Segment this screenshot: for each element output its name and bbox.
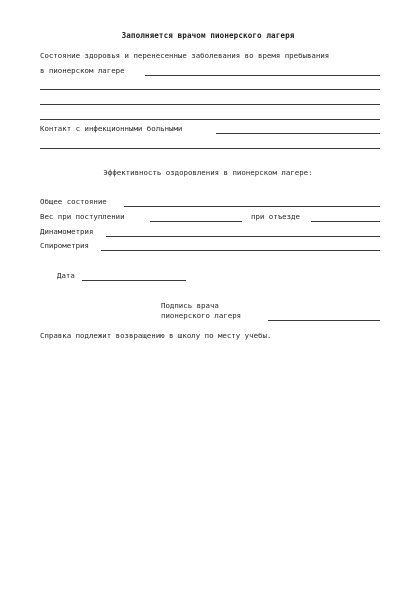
signature-field[interactable] bbox=[268, 311, 380, 321]
spirometry-line bbox=[0, 241, 416, 251]
date-line bbox=[0, 271, 416, 281]
contact-label: Контакт с инфекционными больными bbox=[40, 124, 183, 133]
footer-line bbox=[0, 331, 416, 341]
spirometry-label: Спирометрия bbox=[40, 241, 89, 250]
health-field-3[interactable] bbox=[40, 95, 380, 105]
weight-departure-label: при отъезде bbox=[251, 212, 300, 221]
dynamometry-line bbox=[0, 227, 416, 237]
date-field[interactable] bbox=[82, 271, 186, 281]
contact-line bbox=[0, 124, 416, 134]
health-field-4[interactable] bbox=[40, 110, 380, 120]
health-blank-line-2 bbox=[0, 95, 416, 105]
weight-line bbox=[0, 212, 416, 222]
efficiency-heading: Эффективность оздоровления в пионерском лагере: bbox=[103, 168, 313, 177]
general-state-field[interactable] bbox=[124, 197, 380, 207]
weight-departure-field[interactable] bbox=[311, 212, 380, 222]
spirometry-field[interactable] bbox=[101, 241, 380, 251]
date-label: Дата bbox=[57, 271, 75, 280]
signature-label-1: Подпись врача bbox=[161, 301, 219, 310]
signature-label-2: пионерского лагеря bbox=[161, 311, 242, 320]
health-blank-line-3 bbox=[0, 110, 416, 120]
contact-field-1[interactable] bbox=[216, 124, 380, 134]
signature-line-2 bbox=[0, 311, 416, 321]
footer-note: Справка подлежит возвращению в школу по месту учебы. bbox=[40, 331, 272, 340]
general-state-line bbox=[0, 197, 416, 207]
health-line-1 bbox=[0, 51, 416, 61]
general-state-label: Общее состояние bbox=[40, 197, 107, 206]
contact-field-2[interactable] bbox=[40, 139, 380, 149]
health-line-2 bbox=[0, 66, 416, 76]
health-label-2: в пионерском лагере bbox=[40, 66, 125, 75]
form-title: Заполняется врачом пионерского лагеря bbox=[121, 31, 295, 40]
dynamometry-label: Динамометрия bbox=[40, 227, 94, 236]
signature-line-1 bbox=[0, 301, 416, 311]
health-field-1[interactable] bbox=[145, 66, 380, 76]
health-field-2[interactable] bbox=[40, 80, 380, 90]
health-label-1: Состояние здоровья и перенесенные заболевания во время пребывания bbox=[40, 51, 330, 60]
health-blank-line-1 bbox=[0, 80, 416, 90]
contact-blank-line bbox=[0, 139, 416, 149]
weight-arrival-label: Вес при поступлении bbox=[40, 212, 125, 221]
weight-arrival-field[interactable] bbox=[150, 212, 242, 222]
dynamometry-field[interactable] bbox=[106, 227, 380, 237]
